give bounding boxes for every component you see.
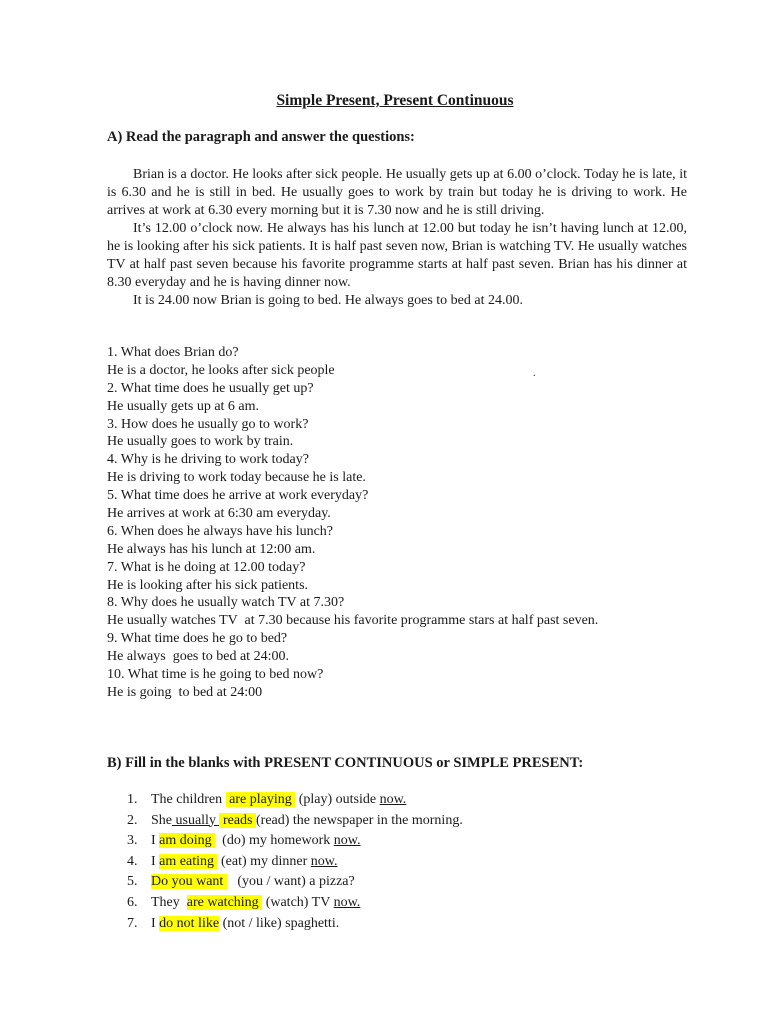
- item-number: 1.: [127, 792, 138, 807]
- item-text-end: (eat) my dinner: [217, 853, 311, 869]
- item-text-end: (read) the newspaper in the morning.: [256, 812, 463, 828]
- stray-mark: .: [533, 368, 536, 379]
- time-marker: now.: [333, 894, 361, 910]
- time-marker: now.: [379, 792, 407, 807]
- answer-highlight: am doing: [159, 833, 216, 849]
- answer-highlight: are playing: [225, 792, 296, 807]
- question-line: 6. When does he always have his lunch?: [107, 523, 334, 539]
- question-line: 8. Why does he usually watch TV at 7.30?: [107, 595, 345, 611]
- exercise-item: [127, 872, 463, 893]
- item-number: 4.: [127, 853, 138, 869]
- question-answer-list: [107, 344, 598, 702]
- question-line: 3. How does he usually go to work?: [107, 416, 309, 432]
- exercise-item: [127, 790, 463, 811]
- answer-line: He is driving to work today because he is late.: [107, 470, 366, 486]
- answer-highlight: reads: [219, 812, 256, 828]
- question-line: 2. What time does he usually get up?: [107, 380, 314, 396]
- item-text-end: (watch) TV: [262, 894, 334, 910]
- question-line: 1. What does Brian do?: [107, 345, 239, 360]
- exercise-item: [127, 811, 463, 832]
- paragraph-1: Brian is a doctor. He looks after sick people. He usually gets up at 6.00 o’clock. Today he is late, it is 6.30 and he is still in bed. He usually goes to work by train but today he is driving to work. He arrives at work at 6.30 every morning but it is 7.30 now and he is still driving.: [107, 167, 687, 218]
- answer-line: He is going to bed at 24:00: [107, 684, 263, 700]
- time-marker: now.: [310, 853, 338, 869]
- exercise-item: [127, 914, 463, 935]
- item-number: 2.: [127, 812, 138, 828]
- answer-highlight: Do you want: [151, 874, 227, 890]
- exercise-list: [127, 790, 463, 934]
- answer-line: He arrives at work at 6:30 am everyday.: [107, 506, 331, 522]
- answer-highlight: are watching: [186, 894, 263, 910]
- exercise-item: [127, 831, 463, 852]
- item-number: 7.: [127, 915, 138, 931]
- item-number: 3.: [127, 833, 138, 849]
- document-title: Simple Present, Present Continuous: [276, 92, 514, 109]
- question-line: 4. Why is he driving to work today?: [107, 452, 309, 468]
- item-text-start: I: [151, 833, 160, 849]
- paragraph-3: It is 24.00 now Brian is going to bed. He always goes to bed at 24.00.: [133, 293, 524, 308]
- exercise-item: [127, 852, 463, 873]
- item-text-end: (not / like) spaghetti.: [219, 915, 340, 931]
- question-line: 10. What time is he going to bed now?: [107, 667, 324, 683]
- answer-highlight: do not like: [159, 915, 220, 931]
- item-text-start: The children: [151, 792, 226, 807]
- section-a-heading: A) Read the paragraph and answer the questions:: [107, 129, 415, 145]
- item-text-start: I: [151, 915, 160, 931]
- answer-highlight: am eating: [159, 853, 218, 869]
- answer-line: He usually watches TV at 7.30 because his favorite programme stars at half past seven.: [107, 613, 599, 629]
- answer-line: He is looking after his sick patients.: [107, 577, 309, 593]
- question-line: 5. What time does he arrive at work everyday?: [107, 488, 369, 504]
- time-marker: now.: [333, 833, 361, 849]
- section-b-heading: B) Fill in the blanks with PRESENT CONTINUOUS or SIMPLE PRESENT:: [107, 755, 584, 771]
- item-number: 6.: [127, 894, 138, 910]
- answer-line: He usually gets up at 6 am.: [107, 398, 260, 414]
- item-text-end: (you / want) a pizza?: [226, 874, 355, 890]
- answer-line: He always has his lunch at 12:00 am.: [107, 541, 316, 557]
- exercise-item: [127, 893, 463, 914]
- answer-line: He usually goes to work by train.: [107, 434, 294, 450]
- question-line: 9. What time does he go to bed?: [107, 631, 288, 647]
- item-adverb: usually: [172, 812, 220, 828]
- item-text-end: (play) outside: [295, 792, 380, 807]
- paragraph-2: It’s 12.00 o’clock now. He always has his lunch at 12.00 but today he isn’t having lunch at 12.00, he is looking after his sick patients. It is half past seven now, Brian is watching TV. He usually watches TV at half past seven because his favorite programme starts at half past seven. Brian has his dinner at 8.30 everyday and he is having dinner now.: [107, 221, 687, 290]
- item-text-end: (do) my homework: [215, 833, 334, 849]
- item-text-start: I: [151, 853, 160, 869]
- answer-line: He is a doctor, he looks after sick people: [107, 362, 335, 378]
- answer-line: He always goes to bed at 24:00.: [107, 649, 289, 665]
- item-text-start: They: [151, 894, 187, 910]
- reading-paragraph: [107, 166, 687, 310]
- item-text-start: She: [151, 812, 172, 828]
- question-line: 7. What is he doing at 12.00 today?: [107, 559, 306, 575]
- item-number: 5.: [127, 874, 138, 890]
